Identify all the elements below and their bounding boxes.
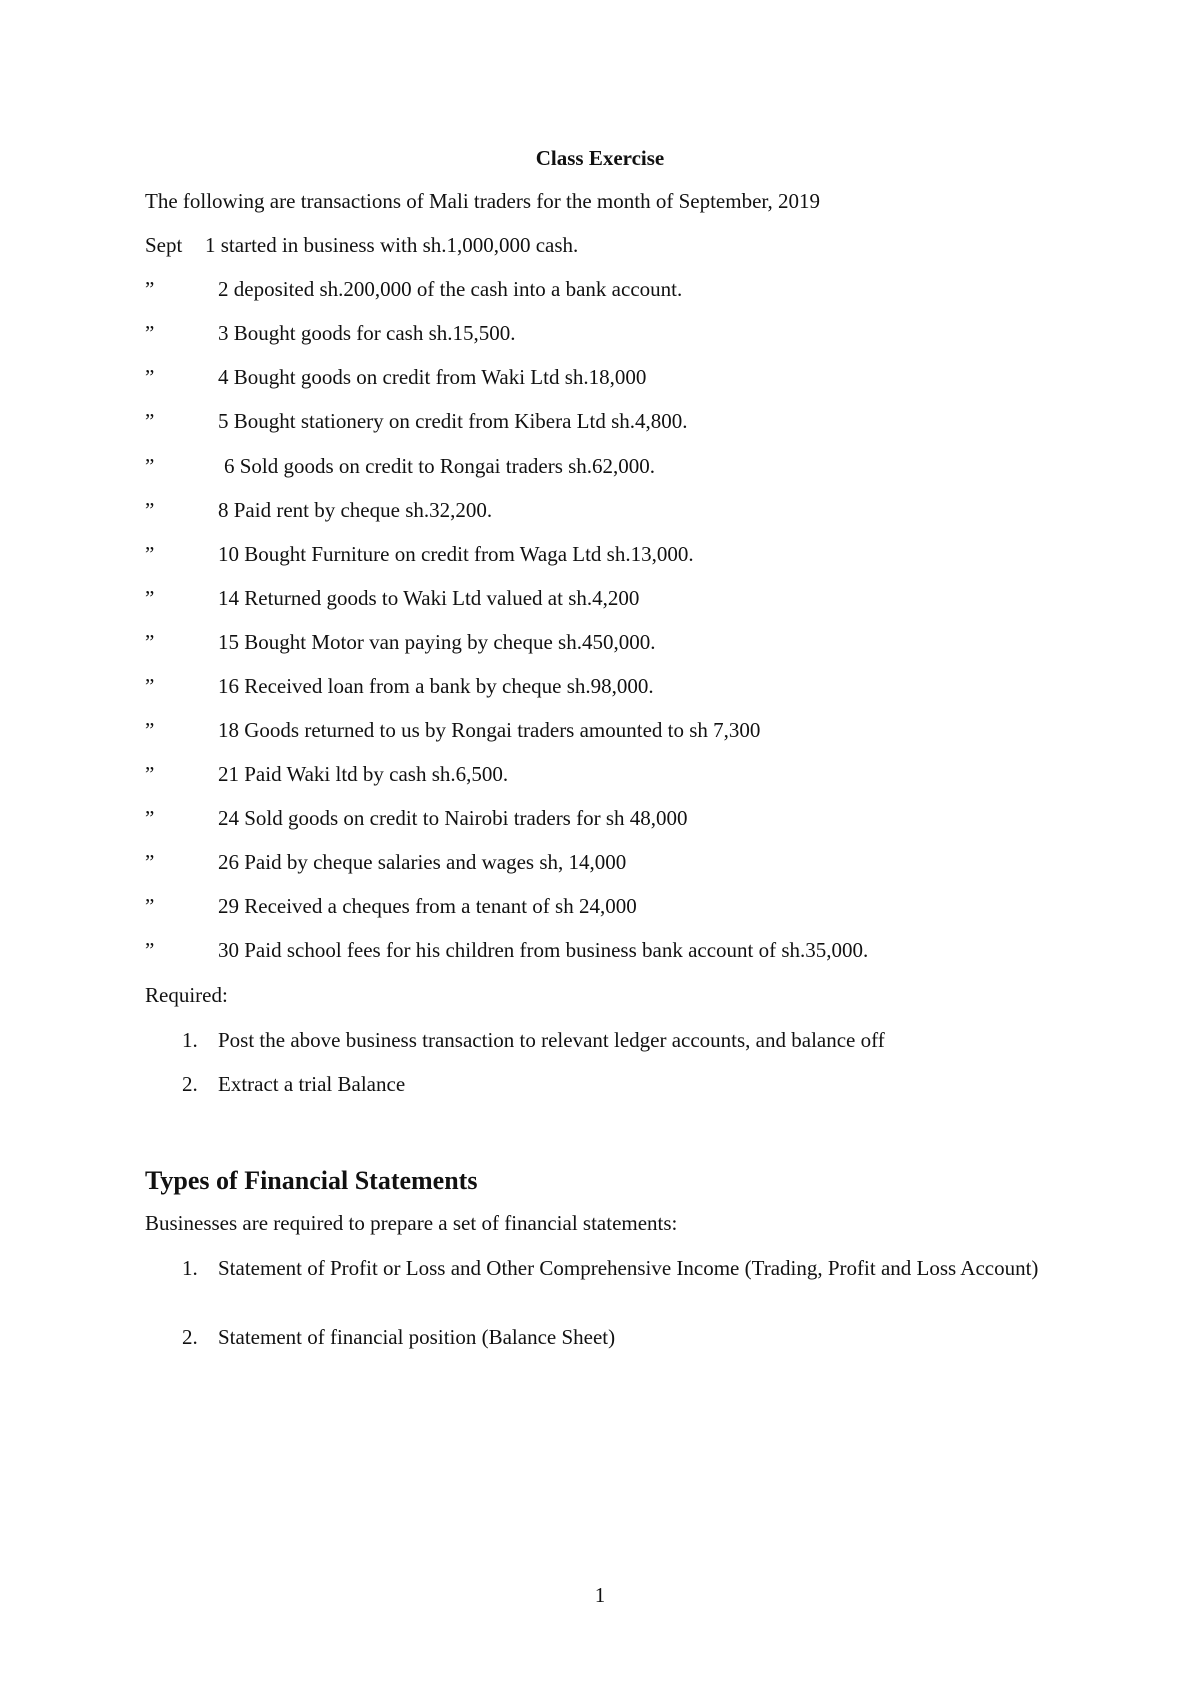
transaction-text: 16 Received loan from a bank by cheque sh.98,000. bbox=[218, 674, 654, 698]
list-number: 1. bbox=[182, 1028, 198, 1052]
transaction-prefix: ” bbox=[145, 586, 155, 610]
transaction-prefix: ” bbox=[145, 630, 155, 654]
list-item: Statement of Profit or Loss and Other Comprehensive Income (Trading, Profit and Loss Account) bbox=[218, 1256, 1039, 1280]
transaction-text: 21 Paid Waki ltd by cash sh.6,500. bbox=[218, 762, 509, 786]
transaction-text: 5 Bought stationery on credit from Kibera Ltd sh.4,800. bbox=[218, 409, 688, 433]
list-number: 2. bbox=[182, 1072, 198, 1096]
list-number: 1. bbox=[182, 1256, 198, 1280]
transaction-text: 15 Bought Motor van paying by cheque sh.450,000. bbox=[218, 630, 656, 654]
transaction-prefix: ” bbox=[145, 498, 155, 522]
transaction-prefix: ” bbox=[145, 542, 155, 566]
transaction-prefix: ” bbox=[145, 806, 155, 830]
transaction-text: 14 Returned goods to Waki Ltd valued at sh.4,200 bbox=[218, 586, 640, 610]
transaction-prefix: ” bbox=[145, 321, 155, 345]
transaction-prefix: ” bbox=[145, 277, 155, 301]
required-label: Required: bbox=[145, 983, 228, 1007]
list-item: Extract a trial Balance bbox=[218, 1072, 406, 1096]
list-number: 2. bbox=[182, 1325, 198, 1349]
transaction-text: 2 deposited sh.200,000 of the cash into a bank account. bbox=[218, 277, 683, 301]
transaction-text: 1 started in business with sh.1,000,000 cash. bbox=[205, 233, 579, 257]
transaction-text: 30 Paid school fees for his children from business bank account of sh.35,000. bbox=[218, 938, 869, 962]
transaction-prefix: ” bbox=[145, 409, 155, 433]
section-heading: Types of Financial Statements bbox=[145, 1166, 478, 1195]
transaction-text: 10 Bought Furniture on credit from Waga Ltd sh.13,000. bbox=[218, 542, 694, 566]
transaction-prefix: ” bbox=[145, 762, 155, 786]
page-number: 1 bbox=[594, 1583, 606, 1607]
transaction-text: 8 Paid rent by cheque sh.32,200. bbox=[218, 498, 493, 522]
transaction-prefix: ” bbox=[145, 938, 155, 962]
transaction-text: 26 Paid by cheque salaries and wages sh, 14,000 bbox=[218, 850, 627, 874]
transaction-prefix: ” bbox=[145, 850, 155, 874]
transaction-prefix: ” bbox=[145, 454, 155, 478]
transaction-text: 4 Bought goods on credit from Waki Ltd sh.18,000 bbox=[218, 365, 647, 389]
transaction-text: 24 Sold goods on credit to Nairobi traders for sh 48,000 bbox=[218, 806, 688, 830]
transaction-text: 18 Goods returned to us by Rongai traders amounted to sh 7,300 bbox=[218, 718, 761, 742]
section-intro: Businesses are required to prepare a set of financial statements: bbox=[145, 1211, 678, 1235]
transaction-prefix: Sept bbox=[145, 233, 183, 257]
transaction-prefix: ” bbox=[145, 674, 155, 698]
transaction-text: 3 Bought goods for cash sh.15,500. bbox=[218, 321, 516, 345]
intro-text: The following are transactions of Mali traders for the month of September, 2019 bbox=[145, 189, 821, 213]
transaction-text: 29 Received a cheques from a tenant of sh 24,000 bbox=[218, 894, 637, 918]
list-item: Post the above business transaction to relevant ledger accounts, and balance off bbox=[218, 1028, 885, 1052]
transaction-prefix: ” bbox=[145, 718, 155, 742]
transaction-prefix: ” bbox=[145, 894, 155, 918]
list-item: Statement of financial position (Balance Sheet) bbox=[218, 1325, 616, 1349]
document-title: Class Exercise bbox=[535, 146, 665, 170]
transaction-text: 6 Sold goods on credit to Rongai traders sh.62,000. bbox=[224, 454, 656, 478]
transaction-prefix: ” bbox=[145, 365, 155, 389]
